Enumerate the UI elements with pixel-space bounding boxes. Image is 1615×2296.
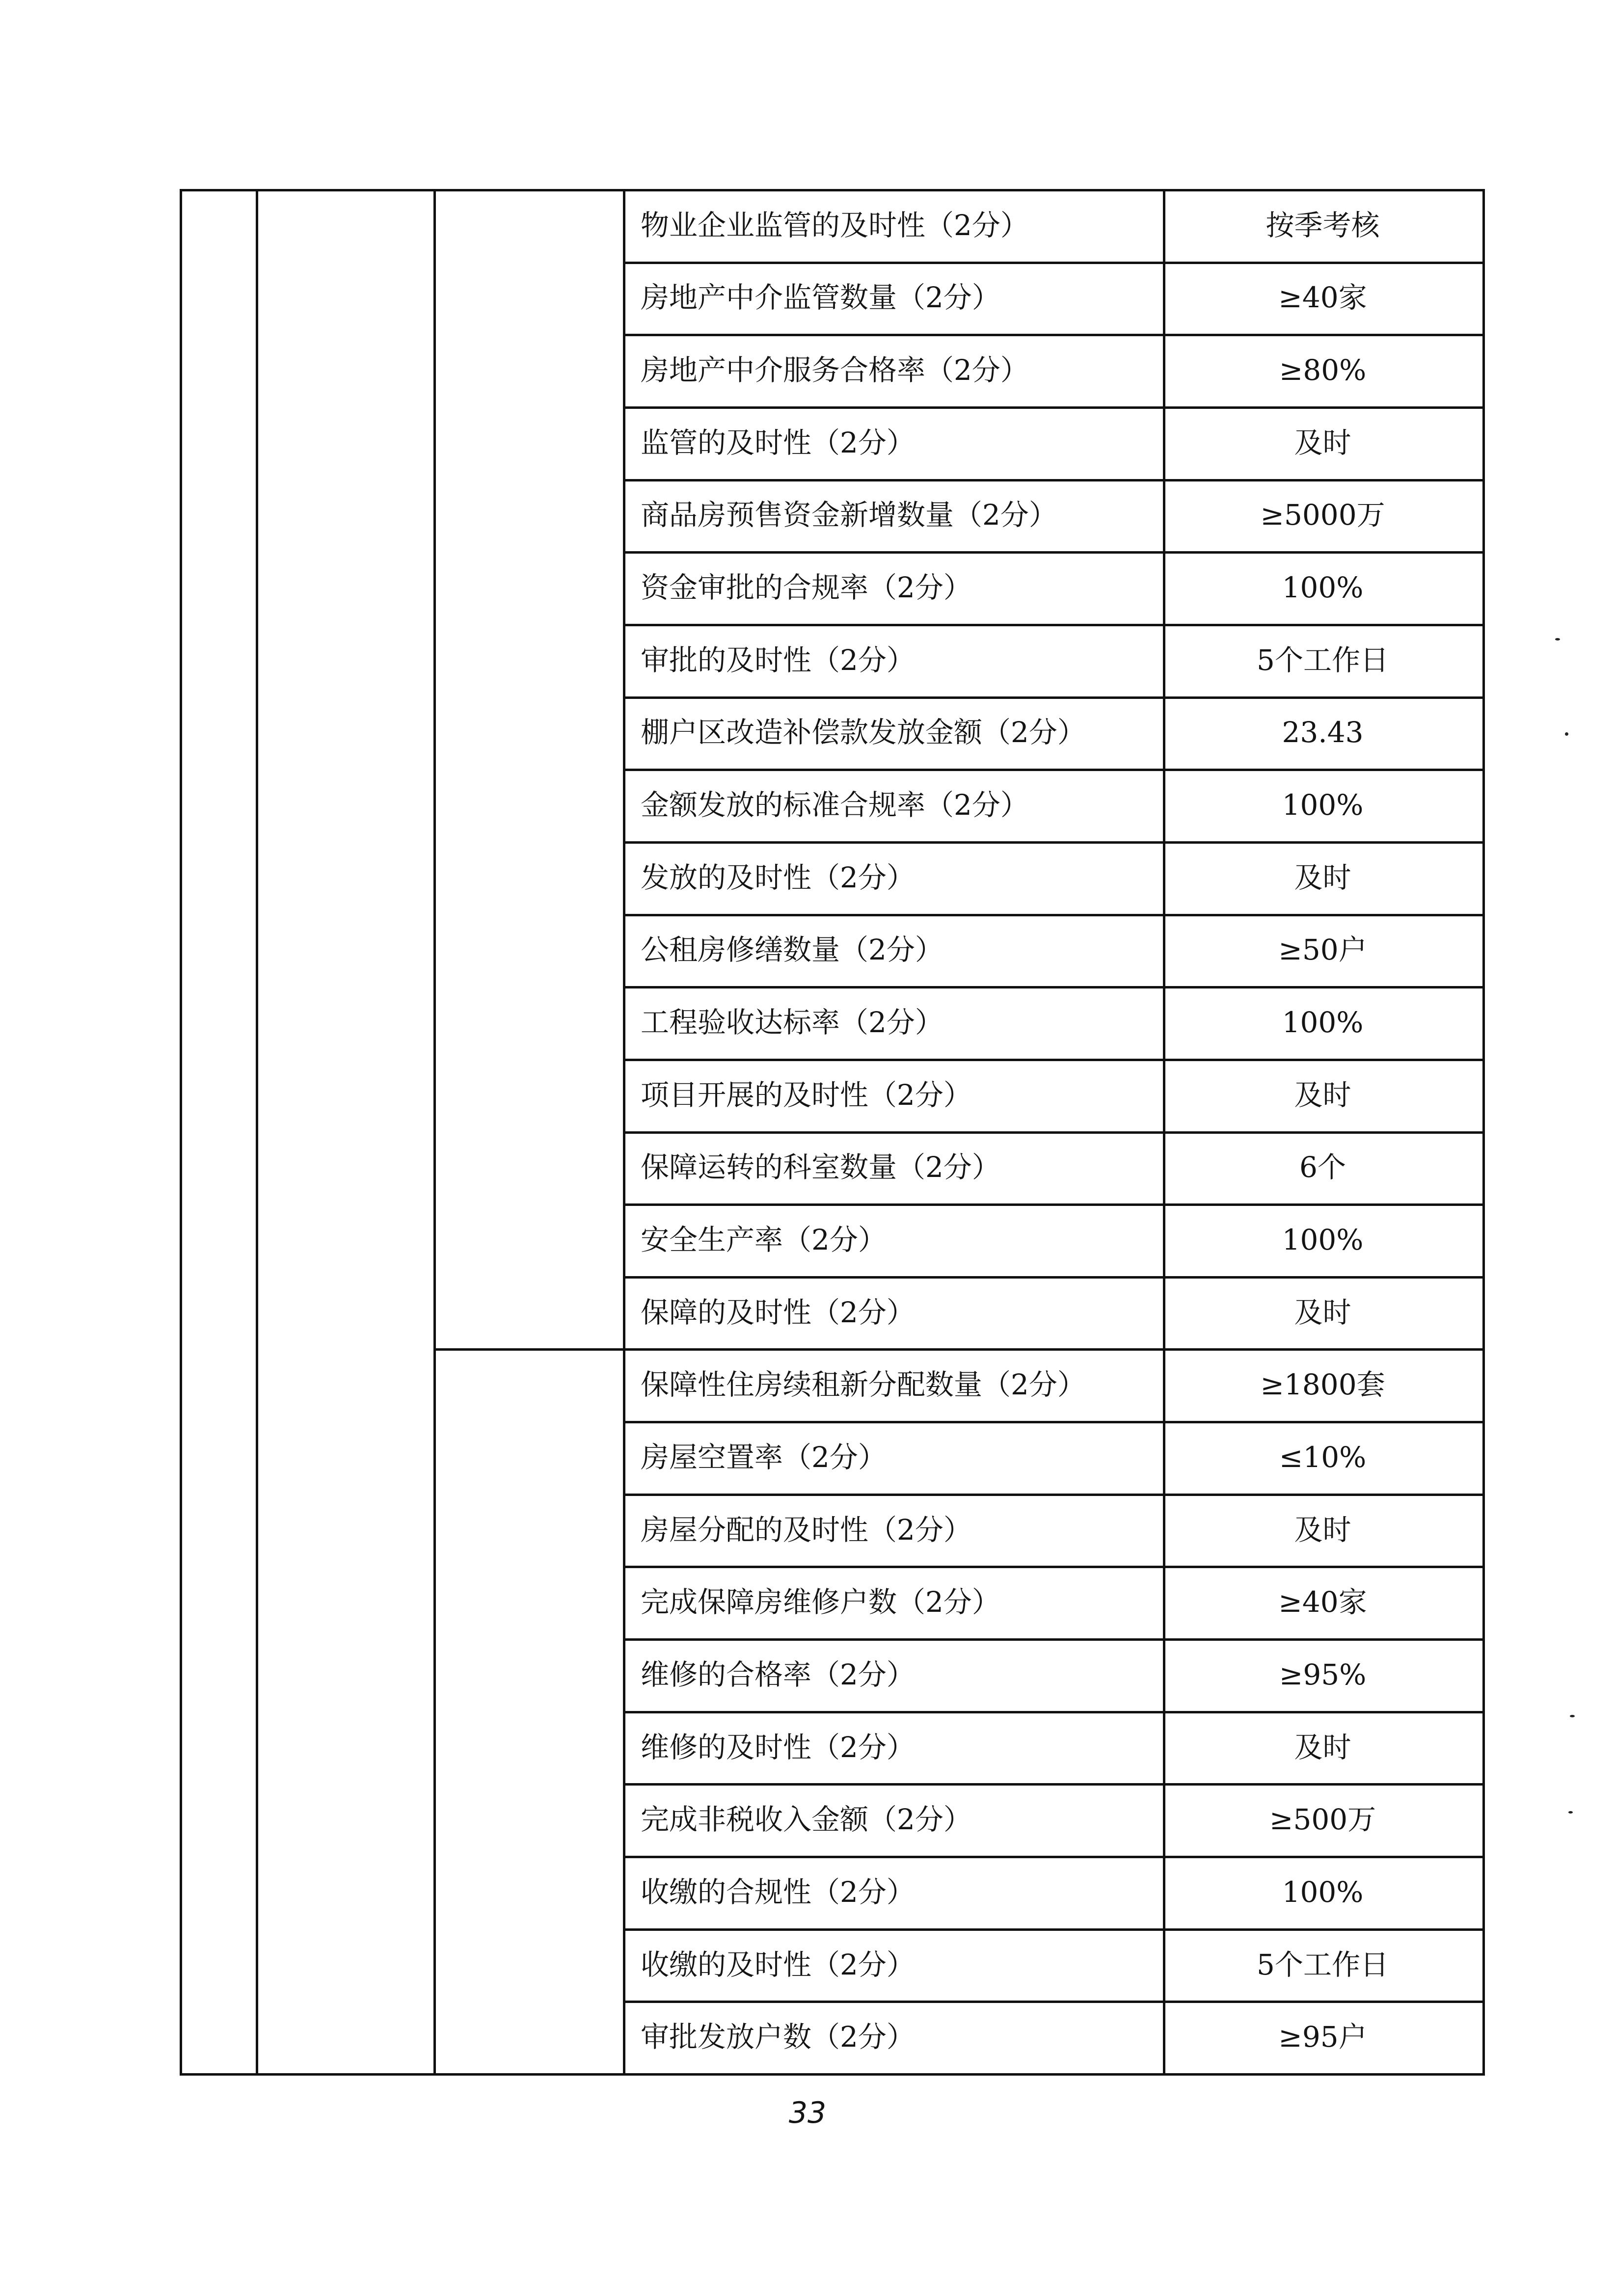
table-column-line-1 — [256, 189, 258, 2076]
target-cell: 及时 — [1294, 1295, 1351, 1329]
scan-speck — [1565, 732, 1568, 736]
indicator-cell: 发放的及时性（2分） — [641, 860, 915, 894]
target-cell: 及时 — [1294, 426, 1351, 459]
target-cell: 5个工作日 — [1257, 643, 1389, 677]
target-cell: 及时 — [1294, 1730, 1351, 1764]
indicator-cell: 房地产中介服务合格率（2分） — [641, 353, 1029, 387]
target-cell: 及时 — [1294, 860, 1351, 894]
scan-speck — [1568, 1811, 1573, 1814]
indicator-cell: 收缴的及时性（2分） — [641, 1948, 915, 1981]
target-cell: 及时 — [1294, 1513, 1351, 1547]
indicator-cell: 完成保障房维修户数（2分） — [641, 1585, 1000, 1619]
target-cell: ≥50户 — [1278, 933, 1367, 967]
indicator-cell: 保障的及时性（2分） — [641, 1295, 915, 1329]
indicator-cell: 房屋空置率（2分） — [641, 1440, 887, 1474]
indicator-cell: 工程验收达标率（2分） — [641, 1006, 943, 1039]
target-cell: ≥1800套 — [1260, 1368, 1385, 1402]
indicator-cell: 公租房修缮数量（2分） — [641, 933, 943, 967]
indicator-cell: 房屋分配的及时性（2分） — [641, 1513, 972, 1547]
target-cell: ≥40家 — [1278, 281, 1367, 315]
target-cell: 按季考核 — [1265, 208, 1380, 242]
indicator-cell: 商品房预售资金新增数量（2分） — [641, 498, 1057, 532]
target-cell: 100% — [1282, 1875, 1364, 1909]
target-cell: 100% — [1282, 571, 1364, 605]
target-cell: ≥95% — [1279, 1657, 1367, 1691]
indicator-cell: 保障性住房续租新分配数量（2分） — [641, 1368, 1086, 1402]
target-cell: 100% — [1282, 1223, 1364, 1256]
table-group-line — [433, 1348, 625, 1351]
indicator-cell: 棚户区改造补偿款发放金额（2分） — [641, 716, 1086, 749]
indicator-cell: 资金审批的合规率（2分） — [641, 571, 972, 605]
page-number: 33 — [788, 2096, 827, 2130]
scan-speck — [1555, 638, 1560, 641]
indicator-cell: 物业企业监管的及时性（2分） — [641, 208, 1029, 242]
indicator-cell: 收缴的合规性（2分） — [641, 1875, 915, 1909]
target-cell: 及时 — [1294, 1078, 1351, 1112]
table-bottom-border — [180, 2073, 1485, 2076]
target-cell: ≥500万 — [1269, 1803, 1376, 1837]
target-cell: 23.43 — [1282, 716, 1364, 749]
indicator-cell: 安全生产率（2分） — [641, 1223, 887, 1256]
target-cell: 100% — [1282, 788, 1364, 822]
target-cell: ≤10% — [1279, 1440, 1367, 1474]
indicator-cell: 完成非税收入金额（2分） — [641, 1803, 972, 1837]
indicator-cell: 审批发放户数（2分） — [641, 2020, 915, 2054]
indicator-cell: 保障运转的科室数量（2分） — [641, 1150, 1000, 1184]
indicator-cell: 维修的及时性（2分） — [641, 1730, 915, 1764]
table-column-line-2 — [433, 189, 436, 2076]
target-cell: 100% — [1282, 1006, 1364, 1039]
target-cell: ≥80% — [1279, 353, 1367, 387]
target-cell: ≥5000万 — [1260, 498, 1385, 532]
table-column-line-0 — [180, 189, 182, 2076]
indicator-cell: 项目开展的及时性（2分） — [641, 1078, 972, 1112]
indicator-cell: 维修的合格率（2分） — [641, 1657, 915, 1691]
indicator-cell: 监管的及时性（2分） — [641, 426, 915, 459]
target-cell: 6个 — [1299, 1150, 1346, 1184]
indicator-cell: 金额发放的标准合规率（2分） — [641, 788, 1029, 822]
target-cell: ≥95户 — [1278, 2020, 1367, 2054]
target-cell: ≥40家 — [1278, 1585, 1367, 1619]
target-cell: 5个工作日 — [1257, 1948, 1389, 1981]
indicator-cell: 房地产中介监管数量（2分） — [641, 281, 1000, 315]
indicator-cell: 审批的及时性（2分） — [641, 643, 915, 677]
scan-speck — [1570, 1715, 1575, 1717]
